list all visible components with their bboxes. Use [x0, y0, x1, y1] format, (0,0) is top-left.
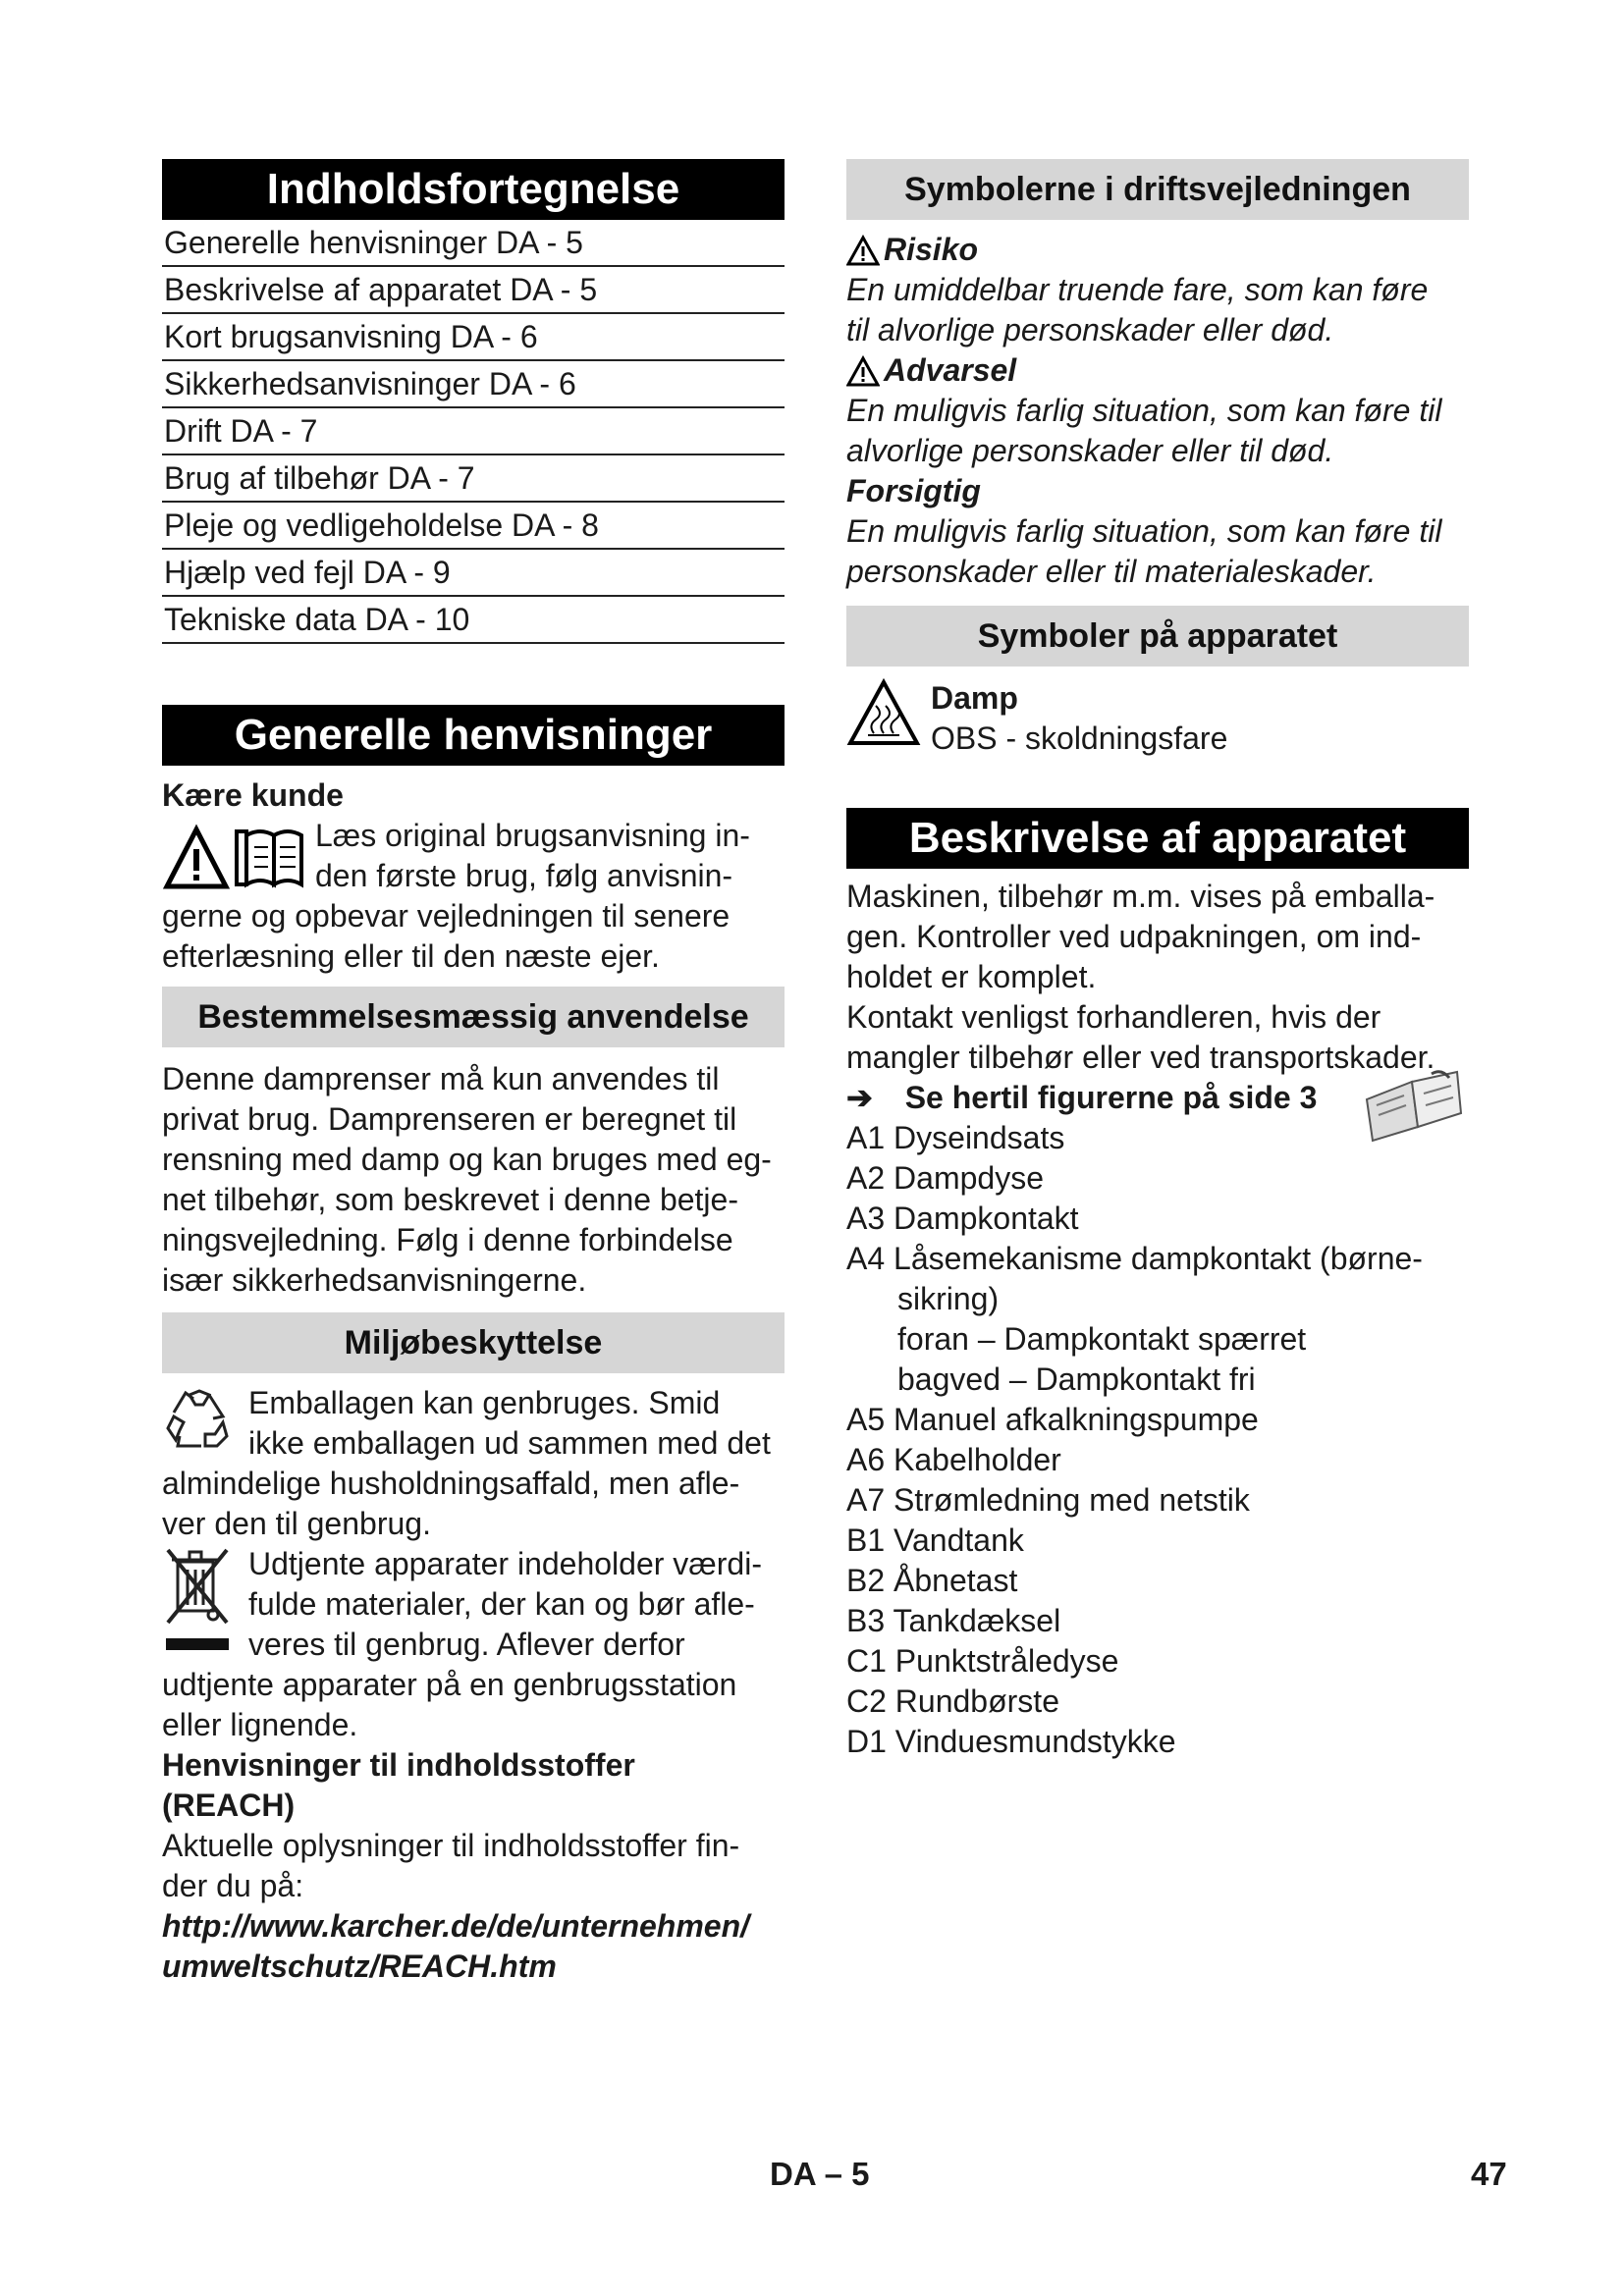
warning-text: alvorlige personskader eller til død.	[846, 433, 1334, 468]
reach-title: (REACH)	[162, 1788, 296, 1823]
parts-list	[846, 1078, 1469, 1762]
intro-text: efterlæsning eller til den næste ejer.	[162, 938, 660, 974]
warning-label: Advarsel	[884, 352, 1017, 388]
paragraph-line: net tilbehør, som beskrevet i denne betje-	[162, 1182, 738, 1217]
right-column	[846, 159, 1469, 1762]
toc-item[interactable]: Beskrivelse af apparatet DA - 5	[162, 267, 785, 314]
figure-reference-text: Se hertil figurerne på side 3	[904, 1080, 1318, 1115]
list-item: A1 Dyseindsats	[846, 1120, 1065, 1155]
steam-text: OBS - skoldningsfare	[931, 721, 1228, 756]
list-item: A2 Dampdyse	[846, 1160, 1044, 1196]
toc-item[interactable]: Generelle henvisninger DA - 5	[162, 220, 785, 267]
list-item: C1 Punktstråledyse	[846, 1643, 1119, 1679]
warning-text: En muligvis farlig situation, som kan føre til	[846, 393, 1442, 428]
paragraph-line: især sikkerhedsanvisningerne.	[162, 1262, 587, 1298]
caution-text: En muligvis farlig situation, som kan føre til	[846, 513, 1442, 549]
paragraph-line: Udtjente apparater indeholder værdi-	[248, 1546, 762, 1581]
reach-link[interactable]: http://www.karcher.de/de/unternehmen/	[162, 1908, 750, 1944]
toc-item[interactable]: Hjælp ved fejl DA - 9	[162, 550, 785, 597]
environment-heading: Miljøbeskyttelse	[162, 1312, 785, 1373]
recycle-block	[162, 1383, 785, 1464]
list-item: C2 Rundbørste	[846, 1683, 1059, 1719]
toc-list	[162, 220, 785, 644]
paragraph-line: Maskinen, tilbehør m.m. vises på emballa-	[846, 879, 1435, 914]
paragraph-line: veres til genbrug. Aflever derfor	[248, 1627, 685, 1662]
intro-text: den første brug, følg anvisnin-	[315, 858, 733, 893]
steam-symbol-block	[846, 678, 1469, 759]
toc-item[interactable]: Pleje og vedligeholdelse DA - 8	[162, 503, 785, 550]
list-item: B2 Åbnetast	[846, 1563, 1018, 1598]
paragraph-line: privat brug. Damprenseren er beregnet til	[162, 1101, 737, 1137]
list-item: sikring)	[897, 1281, 1000, 1316]
left-column	[162, 159, 785, 1987]
reach-title: Henvisninger til indholdsstoffer	[162, 1747, 635, 1783]
reach-text: der du på:	[162, 1868, 304, 1903]
paragraph-line: Emballagen kan genbruges. Smid	[248, 1385, 721, 1420]
paragraph-line: ver den til genbrug.	[162, 1506, 431, 1541]
list-item: B3 Tankdæksel	[846, 1603, 1061, 1638]
risk-text: En umiddelbar truende fare, som kan føre	[846, 272, 1429, 307]
paragraph-line: ningsvejledning. Følg i denne forbindelse	[162, 1222, 733, 1257]
list-item: A4 Låsemekanisme dampkontakt (børne-	[846, 1241, 1423, 1276]
dear-customer: Kære kunde	[162, 777, 344, 813]
paragraph-line: mangler tilbehør eller ved transportskader.	[846, 1040, 1435, 1075]
paragraph-line: Kontakt venligst forhandleren, hvis der	[846, 999, 1381, 1035]
paragraph-line: ikke emballagen ud sammen med det	[248, 1425, 771, 1461]
intended-use-heading: Bestemmelsesmæssig anvendelse	[162, 987, 785, 1047]
weee-block	[162, 1544, 785, 1665]
crossed-bin-icon	[162, 1544, 237, 1660]
paragraph-line: almindelige husholdningsaffald, men afle-	[162, 1466, 740, 1501]
recycle-icon	[162, 1383, 237, 1458]
intro-block	[162, 816, 785, 896]
toc-heading: Indholdsfortegnelse	[162, 159, 785, 220]
intro-text: gerne og opbevar vejledningen til senere	[162, 898, 731, 934]
symbols-device-heading: Symboler på apparatet	[846, 606, 1469, 667]
list-item: B1 Vandtank	[846, 1522, 1024, 1558]
open-manual-icon	[1361, 1070, 1467, 1145]
toc-item[interactable]: Tekniske data DA - 10	[162, 597, 785, 644]
intended-use-text	[162, 1059, 785, 1301]
paragraph-line: eller lignende.	[162, 1707, 358, 1742]
toc-item[interactable]: Brug af tilbehør DA - 7	[162, 455, 785, 503]
toc-item[interactable]: Kort brugsanvisning DA - 6	[162, 314, 785, 361]
paragraph-line: gen. Kontroller ved udpakningen, om ind-	[846, 919, 1422, 954]
paragraph-line: Denne damprenser må kun anvendes til	[162, 1061, 720, 1096]
list-item: D1 Vinduesmundstykke	[846, 1724, 1176, 1759]
risk-label-row	[846, 230, 1469, 270]
list-item: A5 Manuel afkalkningspumpe	[846, 1402, 1259, 1437]
paragraph-line: udtjente apparater på en genbrugsstation	[162, 1667, 737, 1702]
description-heading: Beskrivelse af apparatet	[846, 808, 1469, 869]
paragraph-line: rensning med damp og kan bruges med eg-	[162, 1142, 772, 1177]
paragraph-line: holdet er komplet.	[846, 959, 1097, 994]
list-item: A3 Dampkontakt	[846, 1201, 1079, 1236]
list-item: foran – Dampkontakt spærret	[897, 1321, 1307, 1357]
caution-label: Forsigtig	[846, 473, 981, 508]
warning-label-row	[846, 350, 1469, 391]
risk-text: til alvorlige personskader eller død.	[846, 312, 1334, 347]
description-text	[846, 877, 1469, 1078]
symbols-manual-heading: Symbolerne i driftsvejledningen	[846, 159, 1469, 220]
intro-text: Læs original brugsanvisning in-	[315, 818, 750, 853]
toc-item[interactable]: Drift DA - 7	[162, 408, 785, 455]
warning-icon	[846, 235, 880, 266]
warning-icon	[846, 355, 880, 387]
reach-text: Aktuelle oplysninger til indholdsstoffer fin-	[162, 1828, 740, 1863]
page-number: 47	[1471, 2156, 1507, 2192]
list-item: A7 Strømledning med netstik	[846, 1482, 1250, 1518]
arrow-icon: ➔	[846, 1080, 873, 1115]
steam-label: Damp	[931, 680, 1018, 716]
footer-section-label: DA – 5	[770, 2156, 870, 2192]
reach-link[interactable]: umweltschutz/REACH.htm	[162, 1949, 557, 1984]
warning-book-icon	[162, 816, 307, 892]
risk-label: Risiko	[884, 232, 979, 267]
toc-item[interactable]: Sikkerhedsanvisninger DA - 6	[162, 361, 785, 408]
paragraph-line: fulde materialer, der kan og bør afle-	[248, 1586, 755, 1622]
general-heading: Generelle henvisninger	[162, 705, 785, 766]
caution-text: personskader eller til materialeskader.	[846, 554, 1377, 589]
steam-warning-icon	[846, 678, 921, 747]
list-item: A6 Kabelholder	[846, 1442, 1061, 1477]
list-item: bagved – Dampkontakt fri	[897, 1362, 1256, 1397]
